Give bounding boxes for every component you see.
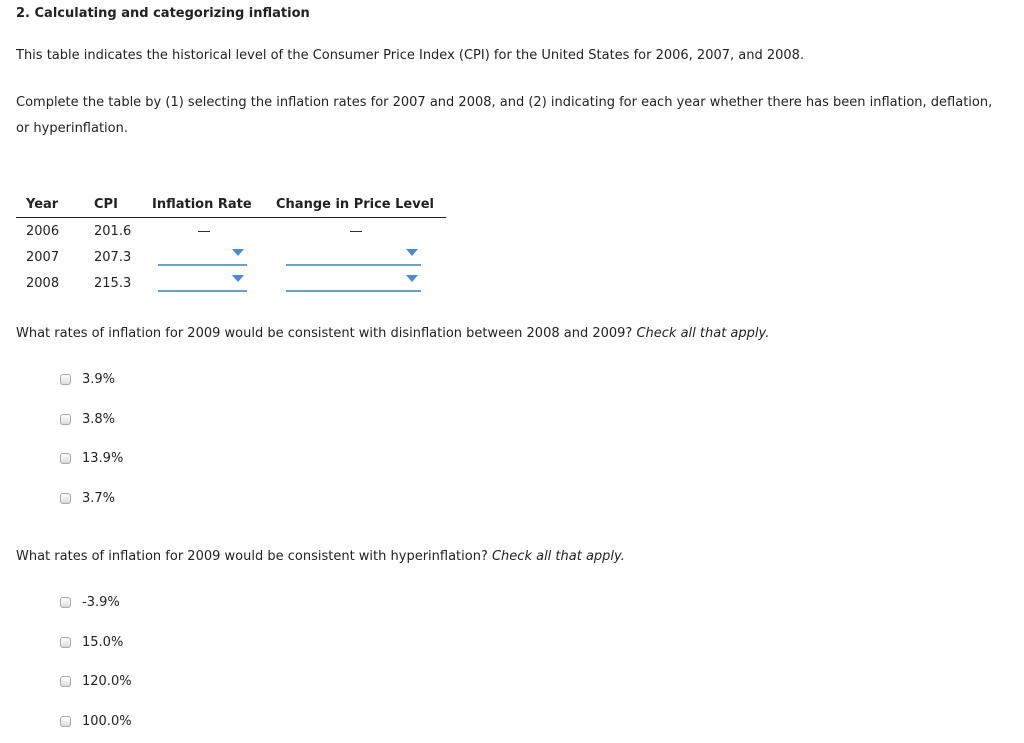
price-level-change-dropdown-2008[interactable] <box>286 270 421 292</box>
inflation-rate-dropdown-2008[interactable] <box>158 270 247 292</box>
hyperinflation-option[interactable] <box>60 673 132 689</box>
intro-text: This table indicates the historical level of the Consumer Price Index (CPI) for the United States for 2006, 2007, and 2008. <box>16 48 805 63</box>
checkbox[interactable] <box>60 414 71 425</box>
hyperinflation-option[interactable] <box>60 713 132 729</box>
header-year: Year <box>26 196 59 212</box>
option-label: 3.8% <box>82 411 116 427</box>
header-inflation-rate: Inflation Rate <box>152 196 252 212</box>
option-label: 15.0% <box>82 634 124 650</box>
checkbox[interactable] <box>60 676 71 687</box>
year-cell: 2008 <box>26 275 60 291</box>
disinflation-question <box>16 326 769 341</box>
dropdown-arrow-icon <box>232 249 244 256</box>
no-value-dash <box>198 231 210 232</box>
hyperinflation-option[interactable] <box>60 594 120 610</box>
dropdown-arrow-icon <box>232 275 244 282</box>
instructions-line-2: or hyperinflation. <box>16 121 128 136</box>
cpi-cell: 207.3 <box>94 249 132 265</box>
hyperinflation-question <box>16 549 625 564</box>
checkbox[interactable] <box>60 453 71 464</box>
table-row <box>16 244 446 270</box>
option-label: 100.0% <box>82 713 132 729</box>
disinflation-option[interactable] <box>60 371 115 387</box>
checkbox[interactable] <box>60 597 71 608</box>
table-row <box>16 270 446 296</box>
checkbox[interactable] <box>60 493 71 504</box>
checkbox[interactable] <box>60 374 71 385</box>
question-hint: Check all that apply. <box>636 326 770 341</box>
cpi-cell: 215.3 <box>94 275 132 291</box>
disinflation-option[interactable] <box>60 490 115 506</box>
table-header-row <box>16 195 446 218</box>
inflation-rate-dropdown-2007[interactable] <box>158 244 247 266</box>
disinflation-option[interactable] <box>60 411 115 427</box>
year-cell: 2006 <box>26 223 60 239</box>
year-cell: 2007 <box>26 249 60 265</box>
option-label: 13.9% <box>82 450 124 466</box>
option-label: -3.9% <box>82 594 120 610</box>
cpi-table <box>16 195 446 296</box>
table-row <box>16 218 446 245</box>
header-change-in-price-level: Change in Price Level <box>276 196 434 212</box>
header-cpi: CPI <box>94 196 118 212</box>
question-title: 2. Calculating and categorizing inflation <box>16 6 310 21</box>
hyperinflation-option[interactable] <box>60 634 123 650</box>
question-hint: Check all that apply. <box>491 549 625 564</box>
checkbox[interactable] <box>60 716 71 727</box>
disinflation-option[interactable] <box>60 450 123 466</box>
instructions-line-1: Complete the table by (1) selecting the inflation rates for 2007 and 2008, and (2) indicating for each year whether there has been inflation, deflation, <box>16 95 993 110</box>
dropdown-arrow-icon <box>406 249 418 256</box>
price-level-change-dropdown-2007[interactable] <box>286 244 421 266</box>
dropdown-arrow-icon <box>406 275 418 282</box>
option-label: 120.0% <box>82 673 132 689</box>
checkbox[interactable] <box>60 637 71 648</box>
option-label: 3.7% <box>82 490 116 506</box>
option-label: 3.9% <box>82 371 116 387</box>
cpi-cell: 201.6 <box>94 223 132 239</box>
question-text: What rates of inflation for 2009 would be consistent with hyperinflation? <box>16 549 492 564</box>
no-value-dash <box>350 231 362 232</box>
question-text: What rates of inflation for 2009 would be consistent with disinflation between 2008 and 2009? <box>16 326 637 341</box>
